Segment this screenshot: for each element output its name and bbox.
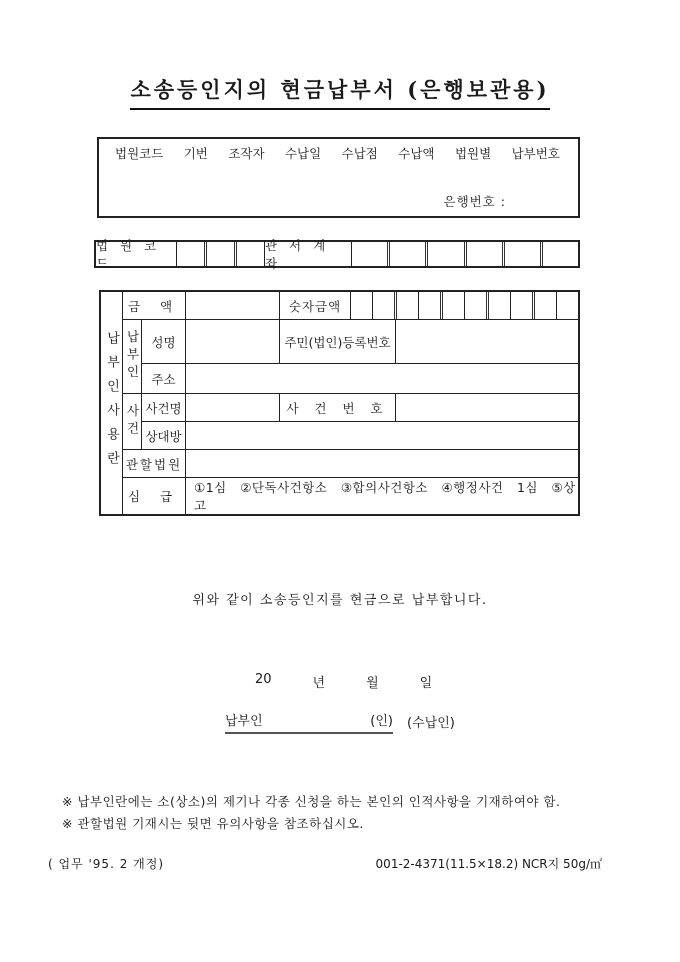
case-name-value-cell	[185, 394, 279, 421]
header-receipt-branch: 수납점	[341, 146, 378, 161]
footer-revision-note: ( 업무 '95. 2 개정)	[48, 857, 165, 871]
payer-signature-label: 납부인	[225, 714, 263, 729]
digit-cell	[372, 292, 394, 319]
header-serial-no: 기번	[183, 146, 208, 161]
address-row	[142, 363, 578, 393]
court-code-cell	[176, 242, 204, 266]
payer-signature-underline	[225, 710, 393, 734]
payer-group	[123, 319, 578, 393]
digit-cell	[556, 292, 578, 319]
month-label: 월	[366, 676, 379, 691]
competent-court-value-cell	[185, 450, 578, 477]
header-court-type: 법원별	[454, 146, 492, 161]
digit-cell	[510, 292, 532, 319]
payment-statement: 위와 같이 소송등인지를 현금으로 납부합니다.	[192, 593, 488, 608]
note-line: ※ 관할법원 기재시는 뒷면 유의사항을 참조하십시오.	[62, 816, 364, 831]
header-operator: 조작자	[228, 146, 265, 161]
amount-value-cell	[185, 292, 279, 319]
registration-number-value-cell	[395, 320, 578, 363]
payer-group-vertical-label: 납부인	[123, 320, 142, 393]
office-account-cell	[464, 242, 502, 266]
opponent-row	[142, 421, 578, 449]
payer-section-vertical-label: 납부인사용란	[101, 292, 123, 514]
office-account-cell	[425, 242, 463, 266]
numeric-amount-label: 숫자금액	[279, 292, 350, 319]
footer-form-code: 001-2-4371(11.5×18.2) NCR지 50g/㎡	[375, 857, 602, 871]
address-label: 주소	[151, 371, 176, 387]
receiver-seal-label: (수납인)	[407, 716, 455, 731]
office-account-label: 관 서 계 좌	[264, 242, 351, 266]
digit-cell	[418, 292, 440, 319]
opponent-label: 상대방	[145, 428, 182, 444]
amount-row	[123, 292, 578, 319]
office-account-cell	[351, 242, 387, 266]
signature-line	[225, 710, 455, 734]
header-receipt-date: 수납일	[284, 146, 322, 161]
page-title-row	[0, 74, 680, 110]
year-label: 년	[312, 676, 326, 691]
competent-court-label: 관할법원	[125, 456, 183, 472]
digit-cell	[440, 292, 464, 319]
header-receipt-amount: 수납액	[398, 146, 435, 161]
case-group-vertical-label: 사건	[123, 394, 142, 449]
day-label: 일	[419, 676, 433, 691]
case-group	[123, 393, 578, 449]
name-label: 성명	[151, 334, 176, 350]
form-title: 소송등인지의 현금납부서 (은행보관용)	[130, 74, 549, 110]
seal-label: (인)	[370, 714, 393, 729]
payer-table-rows	[123, 292, 578, 514]
name-row	[142, 320, 578, 363]
bank-number-label: 은행번호 :	[443, 194, 506, 209]
name-value-cell	[185, 320, 279, 363]
header-court-code: 법원코드	[115, 146, 164, 161]
instance-row	[123, 477, 578, 514]
digit-cell	[464, 292, 486, 319]
office-account-cell	[387, 242, 425, 266]
note-line: ※ 납부인란에는 소(상소)의 제기나 각종 신청을 하는 본인의 인적사항을 기재하여야 함.	[62, 794, 561, 809]
header-payment-no: 납부번호	[511, 146, 560, 161]
registration-number-label: 주민(법인)등록번호	[279, 320, 395, 363]
digit-cell	[394, 292, 418, 319]
date-line	[255, 672, 432, 691]
instance-options: ①1심 ②단독사건항소 ③합의사건항소 ④행정사건 1심 ⑤상고	[185, 478, 578, 514]
court-code-label: 법 원 코 드	[96, 238, 161, 271]
case-number-label: 사 건 번 호	[279, 394, 395, 421]
digit-cell	[486, 292, 510, 319]
amount-label: 금 액	[127, 298, 181, 314]
case-number-value-cell	[395, 394, 578, 421]
court-row	[123, 449, 578, 477]
court-code-cell	[204, 242, 234, 266]
case-name-row	[142, 394, 578, 421]
court-code-cell	[234, 242, 264, 266]
instance-label: 심 급	[127, 489, 181, 504]
bank-processing-box	[97, 137, 580, 218]
year-prefix: 20	[255, 672, 272, 687]
payer-section-table	[99, 290, 580, 516]
office-account-cell	[540, 242, 578, 266]
address-value-cell	[185, 364, 578, 393]
notes-block	[62, 791, 561, 835]
digit-cell	[350, 292, 372, 319]
case-name-label: 사건명	[145, 400, 182, 416]
opponent-value-cell	[185, 422, 578, 449]
digit-cell	[532, 292, 556, 319]
bank-box-header-row	[99, 139, 578, 162]
numeric-amount-cells	[350, 292, 578, 319]
court-code-row	[94, 238, 580, 271]
office-account-cell	[502, 242, 540, 266]
